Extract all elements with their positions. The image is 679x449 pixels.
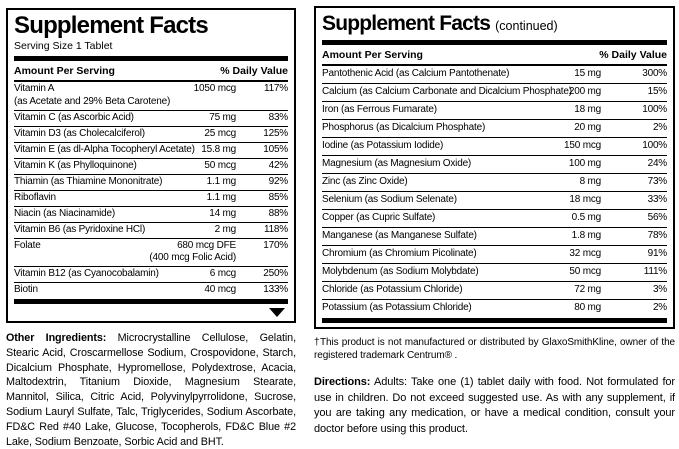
table-row: [322, 227, 667, 245]
nutrient-amount: 32 mcg: [569, 248, 601, 259]
nutrient-daily-value: 2%: [652, 122, 667, 133]
nutrient-daily-value: 83%: [268, 111, 288, 123]
table-row: [322, 83, 667, 101]
nutrient-amount: 1.8 mg: [571, 230, 601, 241]
nutrient-name: Potassium (as Potassium Chloride): [322, 302, 472, 313]
nutrient-name: Molybdenum (as Sodium Molybdate): [322, 266, 479, 277]
nutrient-amount: 1.1 mg: [206, 175, 236, 187]
nutrient-name: Pantothenic Acid (as Calcium Pantothenate): [322, 68, 510, 79]
supplement-facts-panel: [6, 8, 296, 323]
directions: [314, 375, 675, 437]
nutrient-amount: 150 mcg: [564, 140, 601, 151]
nutrient-name: Manganese (as Manganese Sulfate): [322, 230, 477, 241]
nutrient-amount: 72 mg: [574, 284, 601, 295]
nutrient-name: Calcium (as Calcium Carbonate and Dicalcium Phosphate): [322, 86, 572, 97]
minerals-table: [322, 66, 667, 317]
table-row: [322, 155, 667, 173]
nutrient-name: Vitamin A: [14, 83, 55, 94]
nutrient-amount: 18 mg: [574, 104, 601, 115]
table-row: [14, 238, 288, 267]
table-row: [322, 66, 667, 83]
nutrient-amount: 50 mcg: [569, 266, 601, 277]
table-row: [322, 263, 667, 281]
directions-label: Directions:: [314, 376, 371, 388]
trademark-footnote: †This product is not manufactured or distributed by GlaxoSmithKline, owner of the registered trademark Centrum® .: [314, 337, 675, 361]
nutrient-daily-value: 118%: [263, 223, 288, 235]
nutrient-amount: 680 mcg DFE: [177, 239, 236, 251]
supplement-facts-continued-panel: [314, 6, 675, 329]
left-column: [6, 8, 296, 449]
table-row: [14, 190, 288, 206]
table-row: [14, 266, 288, 282]
nutrient-daily-value: 133%: [263, 284, 288, 295]
nutrient-daily-value: 3%: [652, 284, 667, 295]
right-column: [314, 6, 675, 437]
nutrient-daily-value: 88%: [268, 207, 288, 219]
vitamins-table: [14, 82, 288, 298]
nutrient-subname: (as Acetate and 29% Beta Carotene): [14, 95, 171, 107]
nutrient-daily-value: 100%: [642, 140, 667, 151]
table-row: [14, 158, 288, 174]
other-ingredients-label: Other Ingredients:: [6, 332, 107, 344]
nutrient-name: Vitamin E (as dl-Alpha Tocopheryl Acetate): [14, 143, 195, 155]
nutrient-name: Magnesium (as Magnesium Oxide): [322, 158, 472, 169]
nutrient-daily-value: 56%: [647, 212, 667, 223]
nutrient-daily-value: 250%: [263, 268, 288, 279]
panel-title: [322, 11, 667, 39]
continuation-indicator: [14, 305, 288, 319]
divider-bar: [322, 318, 667, 323]
table-row: [322, 119, 667, 137]
nutrient-name: Vitamin B12 (as Cyanocobalamin): [14, 268, 159, 279]
nutrient-daily-value: 78%: [647, 230, 667, 241]
down-triangle-icon: [269, 308, 285, 317]
nutrient-name: Vitamin D3 (as Cholecalciferol): [14, 127, 145, 139]
nutrient-name: Iron (as Ferrous Fumarate): [322, 104, 437, 115]
nutrient-amount: 2 mg: [214, 223, 236, 235]
nutrient-name: Vitamin K (as Phylloquinone): [14, 159, 137, 171]
column-header-amount: Amount Per Serving: [322, 49, 423, 61]
nutrient-amount-note: (400 mcg Folic Acid): [149, 252, 236, 263]
panel-title-text: Supplement Facts: [322, 12, 491, 35]
nutrient-amount: 1.1 mg: [206, 191, 236, 203]
nutrient-daily-value: 33%: [647, 194, 667, 205]
nutrient-daily-value: 73%: [647, 176, 667, 187]
nutrient-daily-value: 117%: [263, 83, 288, 94]
nutrient-name: Niacin (as Niacinamide): [14, 207, 115, 219]
nutrient-amount: 18 mcg: [569, 194, 601, 205]
table-row: [14, 174, 288, 190]
nutrient-daily-value: 2%: [652, 302, 667, 313]
nutrient-daily-value: 85%: [268, 191, 288, 203]
table-row: [322, 191, 667, 209]
table-row: [14, 126, 288, 142]
divider-bar: [14, 299, 288, 304]
table-row: [14, 142, 288, 158]
nutrient-name: Vitamin C (as Ascorbic Acid): [14, 111, 134, 123]
table-row: [322, 299, 667, 317]
nutrient-name: Vitamin B6 (as Pyridoxine HCl): [14, 223, 146, 235]
nutrient-name: Iodine (as Potassium Iodide): [322, 140, 444, 151]
nutrient-amount: 15 mg: [574, 68, 601, 79]
nutrient-daily-value: 111%: [643, 266, 667, 277]
table-row: [322, 209, 667, 227]
nutrient-amount: 40 mcg: [204, 284, 236, 295]
nutrient-name: Thiamin (as Thiamine Mononitrate): [14, 175, 163, 187]
column-header-amount: Amount Per Serving: [14, 65, 115, 77]
nutrient-name: Folate: [14, 239, 41, 251]
nutrient-name: Biotin: [14, 284, 38, 295]
nutrient-daily-value: 91%: [647, 248, 667, 259]
serving-size: Serving Size 1 Tablet: [14, 40, 113, 52]
table-row: [14, 82, 288, 110]
table-row: [322, 281, 667, 299]
nutrient-daily-value: 24%: [647, 158, 667, 169]
nutrient-daily-value: 42%: [268, 159, 288, 171]
divider-bar: [14, 56, 288, 61]
table-row: [322, 101, 667, 119]
table-row: [322, 173, 667, 191]
nutrient-amount: 20 mg: [574, 122, 601, 133]
nutrient-amount: 1050 mcg: [193, 83, 236, 94]
nutrient-amount: 15.8 mg: [201, 143, 236, 155]
nutrient-name: Zinc (as Zinc Oxide): [322, 176, 408, 187]
nutrient-amount: 100 mg: [568, 158, 601, 169]
nutrient-amount: 80 mg: [574, 302, 601, 313]
nutrient-amount: 50 mcg: [204, 159, 236, 171]
panel-title-suffix: (continued): [495, 19, 558, 33]
nutrient-name: Chloride (as Potassium Chloride): [322, 284, 463, 295]
nutrient-name: Copper (as Cupric Sulfate): [322, 212, 436, 223]
nutrient-name: Riboflavin: [14, 191, 56, 203]
nutrient-daily-value: 300%: [642, 68, 667, 79]
nutrient-name: Phosphorus (as Dicalcium Phosphate): [322, 122, 486, 133]
other-ingredients: [6, 331, 296, 449]
table-row: [14, 282, 288, 298]
table-header: [322, 46, 667, 64]
column-header-daily-value: % Daily Value: [599, 49, 667, 61]
directions-text: Adults: Take one (1) tablet daily with food. Not formulated for use in children. Do not exceed suggested use. As with any supplement, if you are taking any medication, or have a medical condition, consult your doctor before using this product.: [314, 376, 675, 435]
panel-title: Supplement Facts: [14, 12, 208, 39]
nutrient-amount: 200 mg: [568, 86, 601, 97]
other-ingredients-text: Microcrystalline Cellulose, Gelatin, Stearic Acid, Croscarmellose Sodium, Crospovidone, Starch, Dicalcium Phosphate, Hypromellose, Polydextrose, Acacia, Maltodextrin, Titanium Dioxide, Magnesium Stearate, Mannitol, Silica, Citric Acid, Polyvinylpyrrolidone, Sucrose, Sodium Lauryl Sulfate, Talc, Triglycerides, Sodium Ascorbate, FD&C Red #40 Lake, Glucose, Tocopherols, FD&C Blue #2 Lake, Sodium Benzoate, Sorbic Acid and BHT.: [6, 332, 296, 448]
nutrient-amount: 6 mcg: [209, 268, 236, 279]
nutrient-amount: 75 mg: [209, 111, 236, 123]
nutrient-amount: 8 mg: [579, 176, 601, 187]
nutrient-name: Chromium (as Chromium Picolinate): [322, 248, 477, 259]
nutrient-daily-value: 105%: [263, 143, 288, 155]
divider-bar: [322, 40, 667, 45]
table-row: [14, 222, 288, 238]
table-row: [322, 137, 667, 155]
table-row: [322, 245, 667, 263]
nutrient-daily-value: 100%: [642, 104, 667, 115]
column-header-daily-value: % Daily Value: [220, 65, 288, 77]
nutrient-daily-value: 125%: [263, 127, 288, 139]
nutrient-amount: 0.5 mg: [571, 212, 601, 223]
nutrient-daily-value: 15%: [647, 86, 667, 97]
nutrient-daily-value: 92%: [268, 175, 288, 187]
nutrient-amount: 14 mg: [209, 207, 236, 219]
table-row: [14, 110, 288, 126]
nutrient-amount: 25 mcg: [204, 127, 236, 139]
nutrient-name: Selenium (as Sodium Selenate): [322, 194, 457, 205]
nutrient-daily-value: 170%: [263, 239, 288, 251]
table-header: [14, 62, 288, 80]
table-row: [14, 206, 288, 222]
